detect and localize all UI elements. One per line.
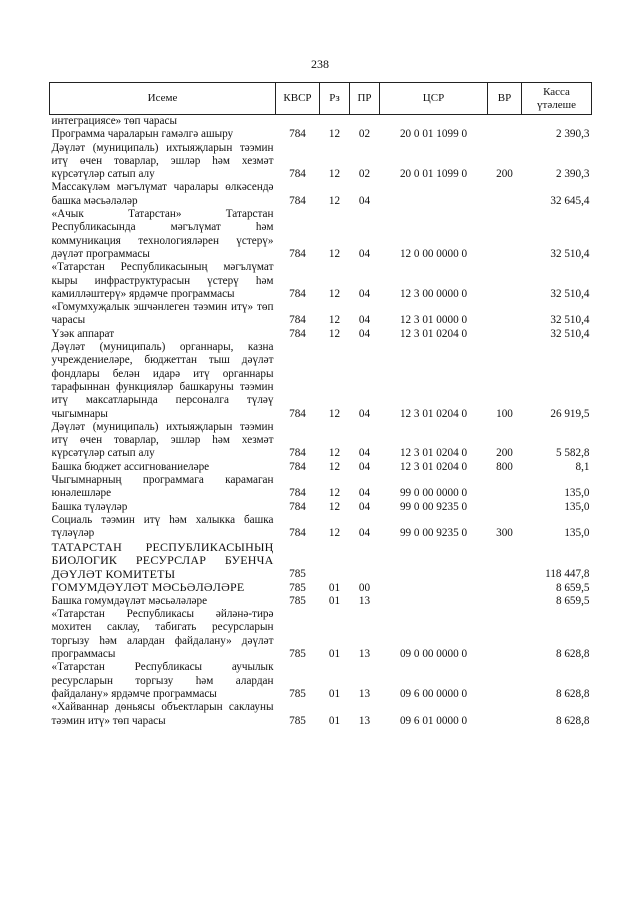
row-csr: 09 6 00 0000 0 [399,687,468,700]
row-name: Массакүләм мәгълүмат чаралары өлкәсендә башка мәсьәләләр [51,181,274,207]
row-pr: 04 [358,447,371,460]
row-vr [488,115,522,129]
row-kvsr: 784 [289,527,306,540]
row-pr: 04 [358,287,371,300]
header-csr: ЦСР [380,83,488,115]
row-pr: 13 [358,714,371,727]
row-rz [320,115,350,129]
row-vr [488,595,522,608]
row-kvsr [276,115,320,129]
row-rz: 01 [328,687,341,700]
row-csr [380,581,488,595]
row-amount: 32 510,4 [550,287,590,300]
row-amount: 26 919,5 [550,407,590,420]
table-row [50,514,592,541]
row-name: Социаль тәэмин итү һәм халыкка башка түләүләр [51,513,274,540]
row-name: Дәүләт (муниципаль) ихтыяҗларын тәэмин итү өчен товарлар, эшләр һәм хезмәт күрсәтүләр сатып алу [51,141,274,181]
row-kvsr: 785 [289,581,306,594]
row-amount: 118 447,8 [545,567,590,580]
table-row [50,701,592,728]
row-pr: 04 [358,314,371,327]
row-kvsr: 784 [289,327,306,340]
row-vr [488,501,522,514]
row-amount: 5 582,8 [555,447,590,460]
row-rz [320,541,350,582]
row-vr [488,701,522,728]
row-rz: 12 [328,407,341,420]
table-row [50,595,592,608]
row-kvsr: 784 [289,460,306,473]
row-name: Чыгымнарның программага карамаган юнәлешләре [51,474,274,500]
row-vr [488,301,522,328]
row-rz: 12 [328,314,341,327]
row-csr [380,541,488,582]
row-csr: 09 0 00 0000 0 [399,648,468,661]
row-kvsr: 784 [289,500,306,513]
table-row [50,501,592,514]
row-amount: 8 659,5 [555,581,590,594]
row-csr: 99 0 00 0000 0 [399,487,468,500]
row-amount: 32 645,4 [550,194,590,207]
row-vr [488,128,522,141]
table-row [50,608,592,661]
table-row [50,541,592,582]
row-rz: 01 [328,714,341,727]
row-pr: 04 [358,194,371,207]
row-csr [380,595,488,608]
page-number: 238 [311,57,329,71]
row-rz: 01 [328,648,341,661]
row-rz: 01 [328,594,341,607]
row-amount: 8 659,5 [555,594,590,607]
row-amount: 135,0 [564,500,590,513]
row-csr: 12 3 01 0000 0 [399,314,468,327]
table-row [50,461,592,474]
row-vr [488,608,522,661]
row-amount: 8 628,8 [555,648,590,661]
row-csr: 12 3 01 0204 0 [399,327,468,340]
row-name: Дәүләт (муниципаль) ихтыяҗларын тәэмин итү өчен товарлар, эшләр һәм хезмәт күрсәтүләр сатып алу [51,420,274,460]
row-amount [522,115,592,129]
row-csr: 12 0 00 0000 0 [399,247,468,260]
row-vr [488,581,522,595]
row-name: «Гомумхуҗалык эшчәнлеген тәэмин итү» төп чарасы [51,301,274,327]
row-rz: 12 [328,500,341,513]
row-rz: 12 [328,287,341,300]
row-name: Дәүләт (муниципаль) органнары, казна учреждениеләре, бюджеттан тыш дәүләт фондлары белән идарә итү органнары тарафыннан функцияләр башкаруны тәэмин итү максатларында персоналга түләү чыгымнары [51,341,274,420]
row-name: «Ачык Татарстан» Татарстан Республикасында мәгълүмат һәм коммуникация технологияләрен үстерү» дәүләт программасы [51,208,274,260]
row-amount: 8 628,8 [555,687,590,700]
row-pr: 02 [358,128,371,141]
row-vr: 200 [496,447,513,460]
row-csr: 12 3 01 0204 0 [399,407,468,420]
row-name: Башка бюджет ассигнованиеләре [51,460,210,473]
row-name: «Татарстан Республикасының мәгълүмат кыры инфраструктурасын үстерү һәм камилләштерү» ярдәмче программасы [51,261,274,300]
row-kvsr: 785 [289,714,306,727]
row-rz: 12 [328,447,341,460]
row-amount: 135,0 [564,487,590,500]
row-name: Үзәк аппарат [51,327,115,340]
table-row [50,208,592,261]
row-amount: 135,0 [564,527,590,540]
header-vr: ВР [488,83,522,115]
row-amount: 2 390,3 [555,128,590,141]
header-pr: ПР [350,83,380,115]
table-row [50,181,592,208]
row-rz: 12 [328,327,341,340]
row-kvsr: 784 [289,314,306,327]
row-rz: 12 [328,460,341,473]
table-row [50,474,592,501]
table-row [50,115,592,129]
table-row [50,328,592,341]
row-pr: 04 [358,527,371,540]
row-vr [488,661,522,701]
row-csr [380,181,488,208]
row-vr [488,208,522,261]
table-row [50,301,592,328]
row-csr: 09 6 01 0000 0 [399,714,468,727]
header-kassa: Касса үтәлеше [522,83,592,115]
table-row [50,421,592,461]
row-kvsr: 785 [289,567,306,580]
row-amount: 2 390,3 [555,168,590,181]
row-name: Программа чараларын гамәлгә ашыру [51,128,234,141]
row-csr: 12 3 00 0000 0 [399,287,468,300]
row-amount: 8,1 [575,460,590,473]
row-amount: 32 510,4 [550,327,590,340]
table-row [50,142,592,182]
row-kvsr: 784 [289,487,306,500]
row-pr: 04 [358,487,371,500]
table-row [50,128,592,141]
row-pr: 02 [358,168,371,181]
header-rz: Рз [320,83,350,115]
row-kvsr: 784 [289,447,306,460]
header-kvsr: КВСР [276,83,320,115]
row-name: «Татарстан Республикасы аучылык ресурсларын торгызу һәм алардан файдалану» ярдәмче программасы [51,661,274,700]
row-kvsr: 784 [289,407,306,420]
row-vr: 300 [496,527,513,540]
row-kvsr: 785 [289,594,306,607]
table-row [50,661,592,701]
row-kvsr: 785 [289,687,306,700]
row-pr: 04 [358,327,371,340]
table-header-row [50,83,592,115]
row-vr [488,328,522,341]
row-name: Башка гомумдәүләт мәсьәләләре [51,594,208,607]
row-rz: 12 [328,247,341,260]
row-pr: 04 [358,247,371,260]
row-rz: 12 [328,527,341,540]
row-amount: 8 628,8 [555,714,590,727]
table-row [50,341,592,421]
row-vr: 800 [496,460,513,473]
row-csr: 20 0 01 1099 0 [399,128,468,141]
row-rz: 12 [328,487,341,500]
row-name: Башка түләүләр [51,500,128,513]
row-pr: 04 [358,500,371,513]
row-vr [488,474,522,501]
row-vr [488,261,522,301]
table-body [50,115,592,728]
row-rz: 12 [328,128,341,141]
row-kvsr: 784 [289,287,306,300]
row-pr: 04 [358,407,371,420]
row-name: интеграциясе» төп чарасы [51,115,177,127]
row-csr: 12 3 01 0204 0 [399,447,468,460]
table-row [50,581,592,595]
row-csr: 20 0 01 1099 0 [399,168,468,181]
row-csr: 99 0 00 9235 0 [399,500,468,513]
row-csr: 12 3 01 0204 0 [399,460,468,473]
row-rz: 12 [328,168,341,181]
row-vr [488,181,522,208]
row-kvsr: 784 [289,128,306,141]
row-pr: 13 [358,687,371,700]
row-vr: 200 [496,168,513,181]
row-rz: 01 [328,581,341,594]
row-amount: 32 510,4 [550,314,590,327]
row-pr [350,115,380,129]
row-amount: 32 510,4 [550,247,590,260]
row-pr: 00 [358,581,371,594]
row-name: «Хайваннар дөньясы объектларын саклауны тәэмин итү» төп чарасы [51,701,274,727]
row-name: ГОМУМДӘҮЛӘТ МӘСЬӘЛӘЛӘРЕ [51,580,245,595]
row-name: «Татарстан Республикасы әйләнә-тирә мохитен саклау, табигать ресурсларын торгызу һәм алардан файдалану» дәүләт программасы [51,608,274,661]
table-row [50,261,592,301]
row-vr: 100 [496,407,513,420]
row-kvsr: 784 [289,168,306,181]
row-csr: 99 0 00 9235 0 [399,527,468,540]
row-csr [380,115,488,129]
row-vr [488,541,522,582]
row-pr [350,541,380,582]
row-kvsr: 785 [289,648,306,661]
header-name: Исеме [50,83,276,115]
row-rz: 12 [328,194,341,207]
row-name: ТАТАРСТАН РЕСПУБЛИКАСЫНЫҢ БИОЛОГИК РЕСУРСЛАР БУЕНЧА ДӘҮЛӘТ КОМИТЕТЫ [51,539,274,581]
budget-table [49,82,592,728]
row-pr: 13 [358,648,371,661]
row-pr: 04 [358,460,371,473]
row-kvsr: 784 [289,247,306,260]
row-kvsr: 784 [289,194,306,207]
row-pr: 13 [358,594,371,607]
